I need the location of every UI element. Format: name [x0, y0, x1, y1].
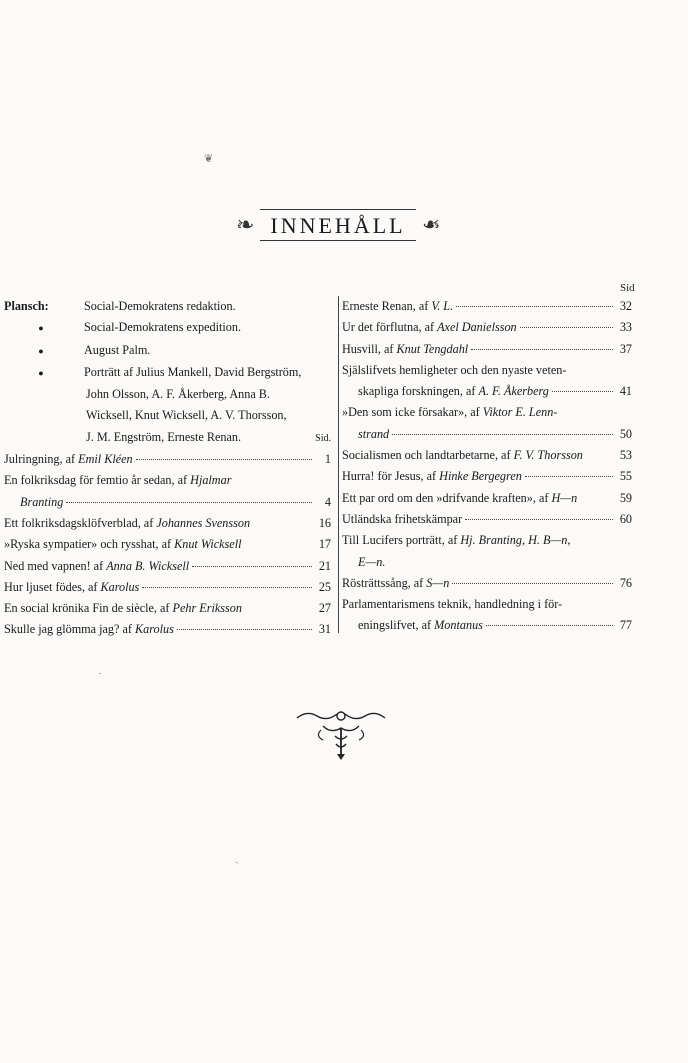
- toc-entry: [342, 530, 632, 551]
- entry-title: Hurra! för Jesus, af: [342, 469, 440, 484]
- ink-speck: ❦: [204, 153, 214, 165]
- entry-page: 1: [324, 452, 331, 467]
- toc-entry: [4, 619, 331, 640]
- entry-page: 50: [619, 426, 632, 441]
- entry-author: strand: [358, 426, 390, 441]
- dot-leader: [456, 306, 613, 307]
- entry-title: Ett par ord om den »drifvande kraften», af: [342, 490, 552, 505]
- toc-entry: [342, 339, 632, 360]
- entry-title: Ned med vapnen! af: [4, 558, 107, 573]
- entry-title: Socialismen och landtarbetarne, af: [342, 448, 514, 463]
- entry-author: Emil Kléen: [78, 452, 133, 467]
- bullet-icon: ●: [38, 367, 44, 378]
- dot-leader: [136, 459, 312, 460]
- entry-title: »Ryska sympatier» och rysshat, af: [4, 537, 175, 552]
- plates-sid-label: Sid.: [315, 432, 331, 444]
- entry-page: 77: [619, 618, 632, 633]
- entry-title: Parlamentarismens teknik, handledning i för-: [342, 597, 563, 612]
- dot-leader: [525, 476, 613, 477]
- entry-title: Hur ljuset födes, af: [4, 579, 101, 594]
- entry-title: skapliga forskningen, af: [358, 384, 479, 399]
- entry-title: Erneste Renan, af: [342, 299, 432, 313]
- entry-author: Anna B. Wicksell: [106, 558, 190, 573]
- toc-entry: [342, 402, 632, 423]
- entry-author: Karolus: [134, 622, 174, 637]
- entry-author: Pehr Eriksson: [172, 601, 242, 616]
- entry-author: S—n: [426, 575, 450, 590]
- page-title: INNEHÅLL: [260, 209, 415, 241]
- toc-right-column: [338, 296, 632, 633]
- entry-page: 16: [318, 515, 331, 530]
- plate-row: [4, 296, 331, 317]
- plate-row: [4, 427, 331, 449]
- title-ornament: [222, 205, 454, 245]
- toc-entry: [4, 513, 331, 534]
- plate-item: August Palm.: [84, 342, 151, 357]
- dot-leader: [192, 566, 312, 567]
- toc-entry: [342, 317, 632, 338]
- entry-author: Hj. Branting, H. B—n,: [460, 533, 571, 548]
- entry-title: Ur det förflutna, af: [342, 320, 438, 335]
- entry-title: En folkriksdag för femtio år sedan, af: [4, 473, 191, 488]
- plate-item: Wicksell, Knut Wicksell, A. V. Thorsson,: [86, 408, 287, 423]
- entry-author: V. L.: [431, 299, 454, 313]
- plate-item: John Olsson, A. F. Åkerberg, Anna B.: [86, 387, 270, 402]
- plate-row: [4, 384, 331, 405]
- dot-leader: [552, 391, 613, 392]
- entry-page: 59: [619, 490, 632, 505]
- entry-page: 55: [619, 469, 632, 484]
- entry-author: Hinke Bergegren: [439, 469, 522, 484]
- dot-leader: [471, 349, 613, 350]
- right-flourish-icon: ❧: [421, 212, 441, 237]
- entry-author: Knut Wicksell: [174, 537, 242, 552]
- entry-page: 37: [619, 341, 632, 356]
- left-flourish-icon: ❧: [235, 212, 255, 237]
- entry-title: Julringning, af: [4, 452, 79, 467]
- dot-leader: [465, 519, 613, 520]
- entry-page: 32: [619, 299, 632, 313]
- entry-page: 4: [324, 494, 331, 509]
- plate-item: J. M. Engström, Erneste Renan.: [86, 429, 242, 444]
- toc-entry: [342, 445, 632, 466]
- plate-row: [4, 405, 331, 426]
- entry-page: 25: [318, 579, 331, 594]
- plate-row: [4, 317, 331, 339]
- toc-left-column: [4, 296, 331, 641]
- entry-title: En social krönika Fin de siècle, af: [4, 601, 173, 616]
- entry-author: Axel Danielsson: [437, 320, 517, 335]
- entry-page: 17: [318, 537, 331, 552]
- dot-leader: [392, 434, 613, 435]
- toc-entry: [342, 573, 632, 594]
- plate-item: Social-Demokratens redaktion.: [84, 299, 236, 313]
- entry-title: »Den som icke försakar», af: [342, 405, 483, 420]
- entry-page: 60: [619, 511, 632, 526]
- plate-row: [4, 340, 331, 362]
- entry-title: Ett folkriksdagsklöfverblad, af: [4, 515, 157, 530]
- toc-entry: [342, 488, 632, 509]
- ink-speck: ·: [98, 668, 102, 680]
- toc-entry: [342, 296, 632, 317]
- ink-speck: ˎ: [235, 852, 239, 864]
- plate-item: Porträtt af Julius Mankell, David Bergström,: [84, 364, 302, 379]
- entry-author: Viktor E. Lenn-: [482, 405, 558, 420]
- entry-title: Till Lucifers porträtt, af: [342, 533, 461, 548]
- entry-page: 76: [619, 575, 632, 590]
- plates-label: Plansch:: [4, 299, 49, 313]
- entry-title: Själslifvets hemligheter och den nyaste veten-: [342, 362, 567, 377]
- entry-author: Knut Tengdahl: [396, 341, 469, 356]
- toc-entry: [4, 556, 331, 577]
- entry-title: Utländska frihetskämpar: [342, 511, 463, 526]
- entry-author: Johannes Svensson: [156, 515, 251, 530]
- entry-page: 27: [318, 601, 331, 616]
- toc-entry-continuation: [342, 381, 632, 402]
- bullet-icon: ●: [38, 345, 44, 356]
- dot-leader: [520, 327, 613, 328]
- toc-entry: [4, 470, 331, 491]
- entry-author: H—n: [551, 490, 578, 505]
- entry-author: F. V. Thorsson: [513, 448, 583, 463]
- dot-leader: [66, 502, 312, 503]
- entry-page: 41: [619, 384, 632, 399]
- entry-author: E—n.: [358, 554, 386, 569]
- dot-leader: [177, 629, 312, 630]
- entry-page: 31: [318, 622, 331, 637]
- toc-entry: [342, 466, 632, 487]
- toc-entry: [342, 509, 632, 530]
- toc-entry: [342, 360, 632, 381]
- entry-author: Hjalmar: [190, 473, 232, 488]
- toc-entry-continuation: [342, 615, 632, 636]
- entry-page: 53: [619, 448, 632, 463]
- plate-row: [4, 362, 331, 384]
- tailpiece-ornament-icon: [293, 708, 389, 762]
- dot-leader: [142, 587, 312, 588]
- entry-author: Karolus: [100, 579, 140, 594]
- toc-entry: [4, 449, 331, 470]
- plate-item: Social-Demokratens expedition.: [84, 320, 242, 335]
- entry-page: 21: [318, 558, 331, 573]
- entry-title: Skulle jag glömma jag? af: [4, 622, 135, 637]
- entry-title: eningslifvet, af: [358, 618, 435, 633]
- entry-title: Rösträttssång, af: [342, 575, 427, 590]
- toc-entry: [4, 577, 331, 598]
- entry-author: Montanus: [434, 618, 483, 633]
- bullet-icon: ●: [38, 323, 44, 334]
- entry-page: 33: [619, 320, 632, 335]
- toc-entry-continuation: [342, 424, 632, 445]
- toc-entry: [4, 534, 331, 555]
- entry-author: Branting: [20, 494, 64, 509]
- toc-entry: [4, 598, 331, 619]
- entry-author: A. F. Åkerberg: [478, 384, 549, 399]
- toc-entry-continuation: [342, 552, 632, 573]
- entry-title: Husvill, af: [342, 341, 397, 356]
- dot-leader: [452, 583, 613, 584]
- toc-entry: [342, 594, 632, 615]
- toc-entry-continuation: [4, 492, 331, 513]
- page-column-label: Sid: [620, 282, 635, 294]
- dot-leader: [486, 625, 613, 626]
